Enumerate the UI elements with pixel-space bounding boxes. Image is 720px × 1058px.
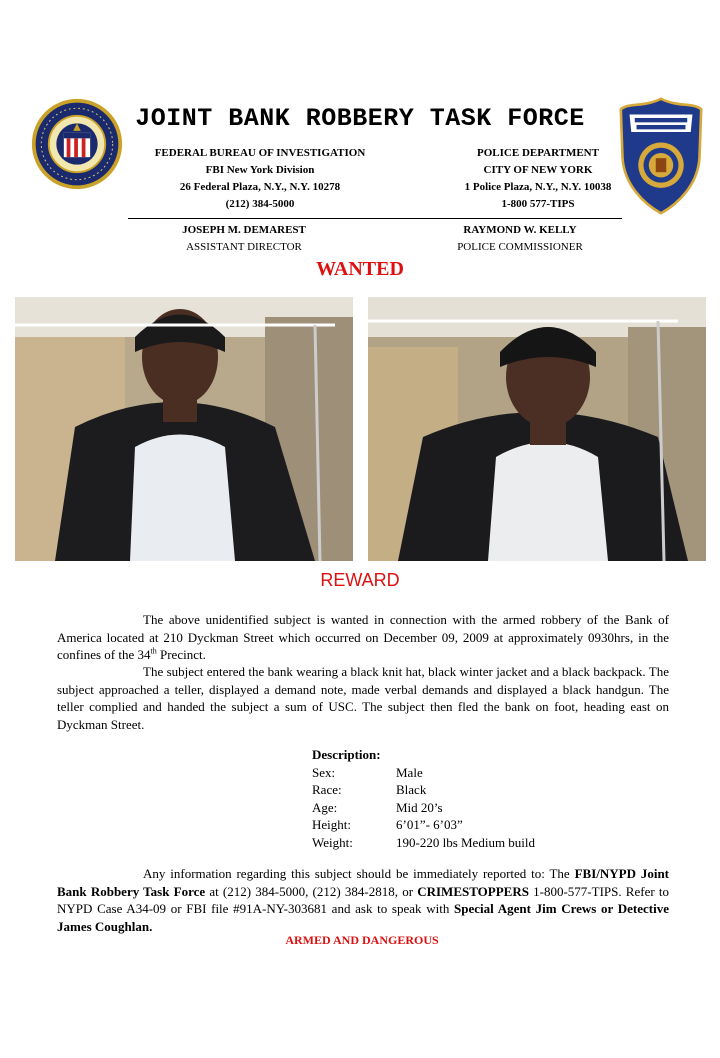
description-value: Mid 20’s: [396, 799, 443, 815]
page-title: JOINT BANK ROBBERY TASK FORCE: [135, 104, 585, 133]
description-value: 190-220 lbs Medium build: [396, 834, 536, 850]
fbi-address: 26 Federal Plaza, N.Y., N.Y. 10278: [179, 181, 341, 193]
description-row: [312, 799, 535, 817]
description-label: Height:: [312, 817, 351, 832]
description-block: [312, 746, 535, 851]
incident-text: The above unidentified subject is wanted in connection with the armed robbery of the Bank of America located at 210 Dyckman Street which occurred on December 09, 2009 at approximately 0930hrs, in the confines of the 34: [57, 612, 669, 662]
armed-warning: ARMED AND DANGEROUS: [285, 933, 439, 947]
contact-text: 1-800-577-TIPS. Refer to NYPD Case A34-09 or FBI file #91A-NY-303681 and ask to speak with: [57, 883, 669, 916]
description-value: 6’01”- 6’03”: [396, 817, 463, 832]
description-label: Race:: [312, 782, 342, 797]
description-row: [312, 816, 535, 834]
subject-paragraph: [57, 663, 669, 733]
fbi-official-name: JOSEPH M. DEMAREST: [182, 224, 306, 236]
nypd-official-title: POLICE COMMISSIONER: [457, 241, 583, 253]
nypd-phone: 1-800 577-TIPS: [501, 198, 575, 210]
reward-heading: REWARD: [320, 570, 400, 590]
contact-text: Any information regarding this subject should be immediately reported to: The: [143, 866, 575, 881]
description-row: [312, 781, 535, 799]
fbi-division: FBI New York Division: [205, 164, 315, 176]
crimestoppers-label: CRIMESTOPPERS: [417, 883, 529, 899]
header-divider: [128, 218, 622, 219]
fbi-seal-icon: [30, 97, 124, 191]
nypd-address: 1 Police Plaza, N.Y., N.Y. 10038: [464, 181, 612, 193]
nypd-official-name: RAYMOND W. KELLY: [463, 224, 577, 236]
fbi-official-title: ASSISTANT DIRECTOR: [186, 241, 302, 253]
wanted-heading: WANTED: [316, 258, 404, 280]
subject-text: The subject entered the bank wearing a black knit hat, black winter jacket and a black backpack. The subject approached a teller, displayed a demand note, made verbal demands and displayed a black handgun. The teller complied and handed the subject a sum of USC. The subject then fled the bank on foot, heading east on Dyckman Street.: [57, 664, 669, 732]
fbi-official: [130, 222, 358, 256]
fbi-name: FEDERAL BUREAU OF INVESTIGATION: [154, 147, 366, 159]
fbi-contact-block: [130, 145, 390, 213]
incident-paragraph: [57, 611, 669, 664]
nypd-official: [430, 222, 610, 256]
contact-paragraph: [57, 865, 669, 935]
nypd-name: POLICE DEPARTMENT: [477, 147, 599, 159]
contact-officers: Special Agent Jim Crews or Detective James Coughlan.: [57, 901, 669, 934]
description-heading: Description:: [312, 747, 381, 762]
task-force-name: FBI/NYPD Joint Bank Robbery Task Force: [57, 866, 669, 899]
description-row: [312, 834, 535, 852]
description-label: Weight:: [312, 834, 353, 850]
description-value: Male: [396, 764, 423, 780]
description-value: Black: [396, 782, 427, 797]
description-row: [312, 764, 535, 782]
nypd-city: CITY OF NEW YORK: [483, 164, 593, 176]
surveillance-photo-1: [15, 297, 353, 561]
contact-text: at (212) 384-5000, (212) 384-2818, or: [205, 883, 418, 899]
incident-text-end: Precinct.: [156, 647, 206, 662]
fbi-phone: (212) 384-5000: [225, 198, 295, 210]
description-label: Age:: [312, 799, 338, 815]
precinct-ordinal: th: [150, 646, 157, 656]
surveillance-photo-2: [368, 297, 706, 561]
nypd-contact-block: [440, 145, 636, 213]
description-label: Sex:: [312, 764, 336, 780]
